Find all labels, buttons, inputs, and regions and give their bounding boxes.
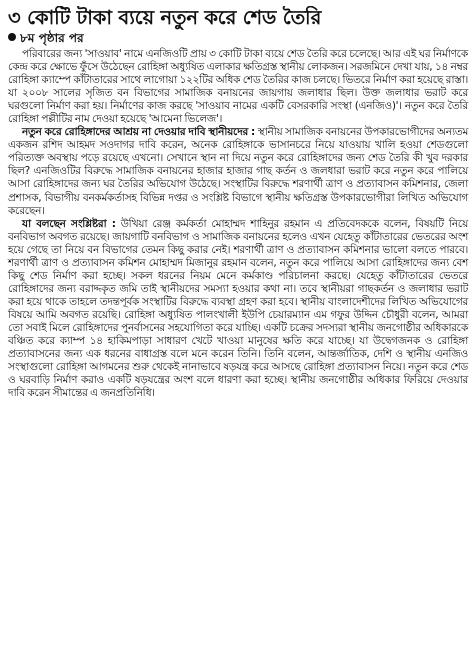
continued-from-label: ৮ম পৃষ্ঠার পর: [20, 31, 84, 45]
bullet-icon: [8, 33, 16, 41]
paragraph-3: [8, 218, 468, 401]
paragraph-1: পরিবারের জন্য 'সাওয়াব' নামে এনজিওটি প্রায় ৩ কোটি টাকা ব্যয়ে শেড তৈরি করে চলেছে। আর এই ঘর নির্মাণকে কেন্দ্র করে ক্ষোভে ফুঁসে উঠেছেন রোহিঙ্গা অধ্যুষিত এলাকার ক্ষতিগ্রস্ত স্থানীয় লোকজন। সরজমিনে দেখা যায়, ১৪ নম্বর রোহিঙ্গা ক্যাম্পে কাঁটাতারের সাথে লাগোয়া ১২২টির অধিক শেড তৈরির কাজ চলছে। ভিতরে নির্মাণ করা হয়েছে রাস্তা। যা ২০০৮ সালের সৃজিত বন বিভাগের সামাজিক বনায়নের জায়গায় জলাধার ছিল। উক্ত জলাধার ভরাট করে ঘরগুলো নির্মাণ করা হয়। নির্মাণের কাজ করছে 'সাওয়াব নামের একটি বেসরকারি সংস্থা (এনজিও)'। নতুন করে তৈরি রোহিঙ্গা পল্লীটির নাম দেওয়া হয়েছে 'আমেনা ভিলেজ'।: [8, 48, 468, 126]
subhead-local-demand: নতুন করে রোহিঙ্গাদের আশ্রয় না দেওয়ার দাবি স্থানীয়দের :: [22, 126, 255, 139]
article-headline: ৩ কোটি টাকা ব্যয়ে নতুন করে শেড তৈরি: [8, 6, 322, 29]
paragraph-3-text: উখিয়া রেঞ্জ কর্মকর্তা মোহাম্মদ শাহিনুর রহমান এ প্রতিবেদককে বলেন, বিষয়টি নিয়ে বনবিভাগ অবগত রয়েছে। জায়গাটি বনবিভাগ ও সামাজিক বনায়নের হলেও এখন যেহেতু কাঁটাতারের ভেতরের অংশ হয়ে গেছে তা নিয়ে বন বিভাগের তেমন কিছু করার নেই। শরণার্থী ত্রাণ ও প্রত্যাবাসন কমিশনার ভালো বলতে পারবে। শরণার্থী ত্রাণ ও প্রত্যাবাসন কমিশন মোহাম্মদ মিজানুর রহমান বলেন, নতুন করে পালিয়ে আসা রোহিঙ্গাদের জন্য বেশ কিছু শেড নির্মাণ করা হচ্ছে। সকল ধরনের নিয়ম মেনে কর্মকাণ্ড পরিচালনা করছে। যেহেতু কাঁটাতারের ভেতরে রোহিঙ্গাদের জন্য বরাদ্দকৃত জমি তাই স্থানীয়দের সমস্যা হওয়ার কথা না। তবে স্থানীয়রা গাছকর্তন ও জলাধার ভরাট করা হয়ে থাকে তাহলে তদন্তপূর্বক সংস্থাটির বিরুদ্ধে ব্যবস্থা গ্রহণ করা হবে। স্থানীয় বাংলাদেশীদের লিখিত অভিযোগের বিষয়ে আমি অবগত রয়েছি। রোহিঙ্গা অধ্যুষিত পালংখালী ইউপি চেয়ারম্যান এম গফুর উদ্দিন চৌধুরী বলেন, আমরা তো সবাই মিলে রোহিঙ্গাদের পুনর্বাসনের সহযোগিতা করে যাচ্ছি। একটি চক্রের সদস্যরা স্থানীয় জনগোষ্ঠীর অধিকারকে বঞ্চিত করে ক্যাম্প ১৪ হাকিমপাড়া সাধারণ খেটে খাওয়া মানুষের ক্ষতি করে যাচ্ছে। যা উদ্বেগজনক ও রোহিঙ্গা প্রত্যাবাসনের জন্য এক ধরনের বাধাগ্রস্ত বলে মনে করেন তিনি। তিনি বলেন, আন্তর্জাতিক, দেশি ও স্থানীয় এনজিও সংস্থাগুলো রোহিঙ্গা আগমনের শুরু থেকেই নানাভাবে ষড়যন্ত্র করে আসছে রোহিঙ্গা প্রত্যাবাসন নিয়ে। নতুন করে শেড ও ঘরবাড়ি নির্মাণ করাও একটি ষড়যন্ত্রের অংশ বলে ধারণা করা হচ্ছে। স্থানীয় জনগোষ্ঠীর অধিকার ফিরিয়ে দেওয়ার দাবি করেন সীমান্তের এ জনপ্রতিনিধি।: [8, 217, 468, 400]
paragraph-2: [8, 126, 468, 217]
paragraph-2-text: স্থানীয় সামাজিক বনায়নের উপকারভোগীদের অন্যতম একজন রশিদ আহমদ সওদাগর দাবি করেন, অনেক রোহিঙ্গাকে ভাসানচরে নিয়ে যাওয়ায় খালি হওয়া শেডগুলো পরিত্যক্ত অবস্থায় পড়ে রয়েছে এখনো। সেখানে স্থান না দিয়ে নতুন করে রোহিঙ্গাদের জন্য শেড তৈরি কী খুব দরকার ছিল? এনজিওটির বিরুদ্ধে সামাজিক বনায়নের হাজার হাজার গাছ কর্তন ও জলধারা ভরাট করে নতুন করে পালিয়ে আসা রোহিঙ্গাদের জন্য ঘর তৈরির অভিযোগ উঠেছে। সংস্থাটির বিরুদ্ধে শরণার্থী ত্রাণ ও প্রত্যাবাসন কমিশনার, জেলা প্রশাসক, বিভাগীয় বনকর্মকর্তাসহ বিভিন্ন দপ্তর ও সংশ্লিষ্ট বিভাগে স্থানীয় ক্ষতিগ্রস্ত উপকারভোগীরা লিখিত অভিযোগ করেছেন।: [8, 126, 468, 217]
subhead-officials-say: যা বলছেন সংশ্লিষ্টরা :: [22, 217, 116, 230]
continued-from-line: [8, 31, 468, 46]
